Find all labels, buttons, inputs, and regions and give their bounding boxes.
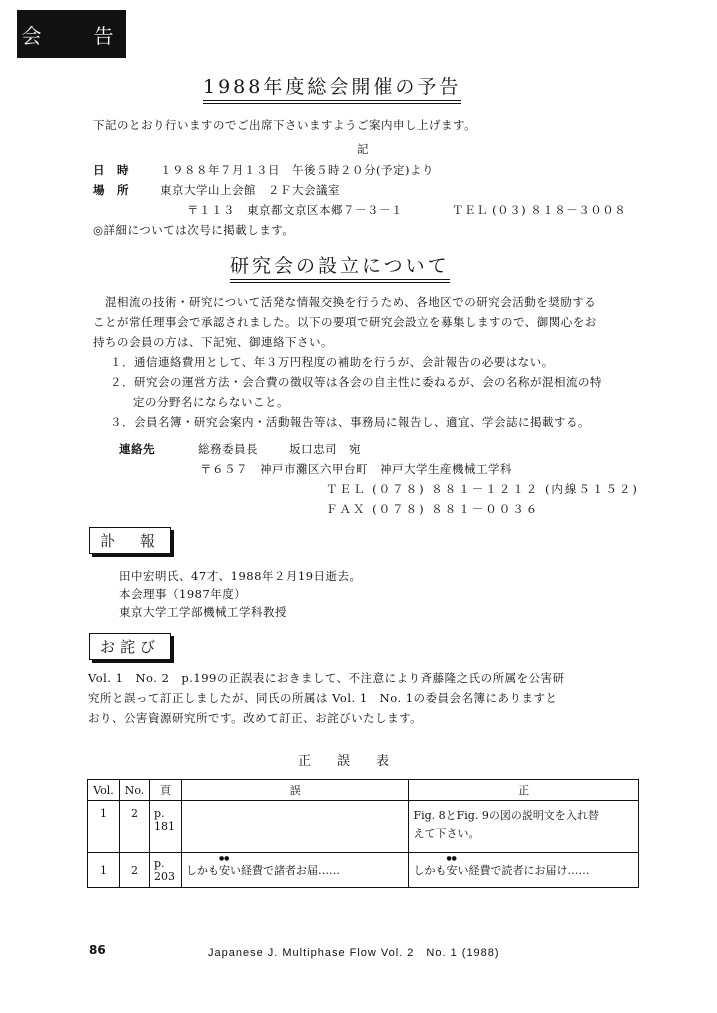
cell-right [409, 801, 639, 853]
contact-address: 〒６５７ 神戸市灘区六甲台町 神戸大学生産機械工学科 [200, 462, 512, 476]
cell-wrong [181, 853, 409, 888]
obituary-line-2: 本会理事（1987年度） [119, 587, 247, 601]
right-text-post: 経費で読者にお届け…… [468, 864, 590, 877]
right-text-pre: しかも [413, 864, 447, 877]
table-row [88, 801, 639, 853]
place-tel: ＴＥＬ (０３) ８１８－３００８ [452, 203, 627, 217]
kenkyukai-item-1: １．通信連絡費用として、年３万円程度の補助を行うが、会計報告の必要はない。 [110, 355, 554, 369]
cell-no: 2 [119, 853, 149, 888]
date-label: 日 時 [93, 163, 129, 177]
errata-header-row [88, 780, 639, 801]
kenkyukai-item-2: ２．研究会の運営方法・会合費の徴収等は各会の自主性に委ねるが、会の名称が混相流の特 [110, 375, 602, 389]
obituary-line-3: 東京大学工学部機械工学科教授 [119, 605, 287, 619]
apology-line-1: Vol. 1 No. 2 p.199の正誤表におきまして、不注意により斉藤隆之氏の所属を公害研 [88, 671, 565, 685]
meeting-note: ◎詳細については次号に掲載します。 [93, 223, 295, 237]
meeting-intro: 下記のとおり行いますのでご出席下さいますようご案内申し上げます。 [93, 118, 477, 132]
section-tab: 会 告 [17, 10, 126, 58]
errata-title: 正 誤 表 [298, 754, 390, 769]
contact-role: 総務委員長 [198, 442, 258, 456]
cell-vol: 1 [88, 853, 120, 888]
emphasis-marked-text: ● ● 安い [446, 864, 468, 877]
obituary-label: 訃 報 [89, 527, 171, 554]
place-value: 東京大学山上会館 ２Ｆ大会議室 [160, 183, 340, 197]
kenkyukai-para-3: 持ちの会員の方は、下記宛、御連絡下さい。 [93, 335, 333, 349]
header-no: No. [119, 780, 149, 801]
kenkyukai-title: 研究会の設立について [230, 251, 450, 283]
meeting-title: 1988年度総会開催の予告 [203, 72, 461, 104]
wrong-text-post: 経費で諸者お届…… [240, 864, 340, 877]
meeting-ki: 記 [357, 142, 369, 156]
errata-table [87, 779, 639, 888]
header-vol: Vol. [88, 780, 120, 801]
cell-wrong [181, 801, 409, 853]
kenkyukai-item-3: ３．会員名簿・研究会案内・活動報告等は、事務局に報告し、適宜、学会誌に掲載する。 [110, 415, 590, 429]
cell-right-line-2: えて下さい。 [413, 827, 480, 840]
cell-page: p. 181 [149, 801, 181, 853]
contact-label: 連絡先 [119, 442, 155, 456]
kenkyukai-item-2-cont: 定の分野名にならないこと。 [133, 395, 289, 409]
apology-line-2: 究所と誤って訂正しましたが、同氏の所属は Vol. 1 No. 1の委員会名簿にありますと [88, 691, 558, 705]
journal-footer: Japanese J. Multiphase Flow Vol. 2 No. 1 (1988) [208, 947, 500, 959]
kenkyukai-para-1: 混相流の技術・研究について活発な情報交換を行うため、各地区での研究会活動を奨励する [105, 295, 597, 309]
contact-tel: ＴＥＬ (０７８) ８８１－１２１２ (内線５１５２) [326, 482, 639, 496]
cell-vol: 1 [88, 801, 120, 853]
apology-line-3: おり、公害資源研究所です。改めて訂正、お詫びいたします。 [88, 711, 423, 725]
header-right: 正 [409, 780, 639, 801]
place-label: 場 所 [93, 183, 129, 197]
cell-right-line-1: Fig. 8とFig. 9の図の説明文を入れ替 [413, 809, 599, 822]
place-address: 〒１１３ 東京都文京区本郷７－３－１ [187, 203, 403, 217]
cell-right [409, 853, 639, 888]
date-value: １９８８年７月１３日 午後５時２０分(予定)より [160, 163, 434, 177]
contact-name: 坂口忠司 宛 [289, 442, 361, 456]
cell-page: p. 203 [149, 853, 181, 888]
obituary-line-1: 田中宏明氏、47才、1988年２月19日逝去。 [119, 569, 362, 583]
page-number: 86 [89, 943, 106, 957]
emphasis-marked-text: ● ● 安い [219, 864, 241, 877]
contact-fax: ＦＡＸ (０７８) ８８１－００３６ [326, 502, 540, 516]
wrong-text-pre: しかも [185, 864, 219, 877]
header-wrong: 誤 [181, 780, 409, 801]
table-row [88, 853, 639, 888]
apology-label: お詫び [89, 633, 171, 660]
kenkyukai-para-2: ことが常任理事会で承認されました。以下の要項で研究会設立を募集しますので、御関心をお [93, 315, 597, 329]
cell-no: 2 [119, 801, 149, 853]
header-page: 頁 [149, 780, 181, 801]
